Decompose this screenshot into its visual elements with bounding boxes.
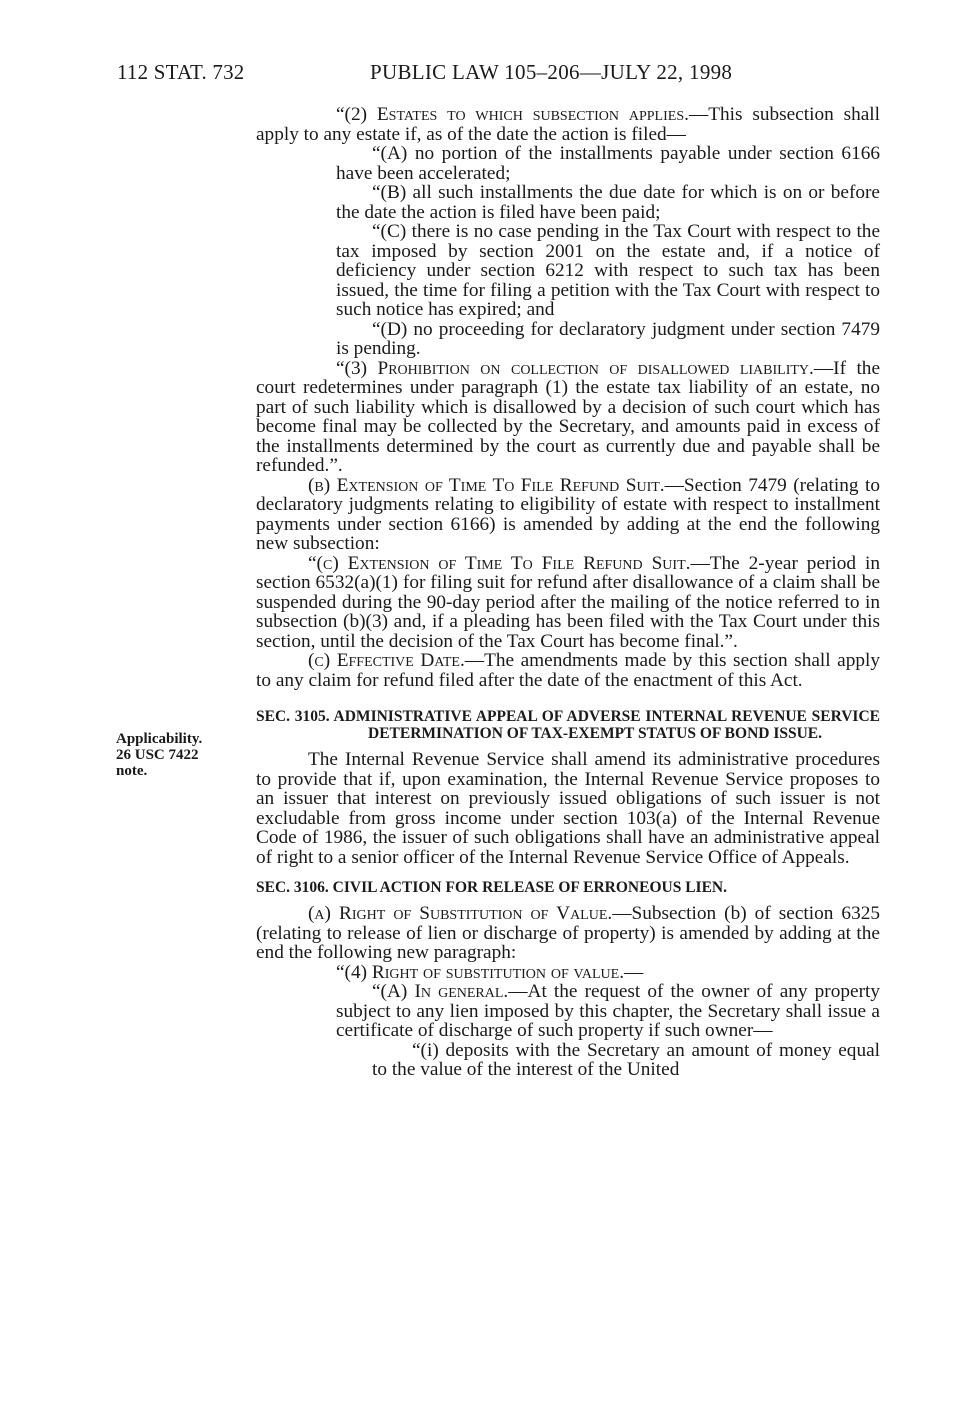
paragraph-text: —If the court redetermines under paragraph (1) the estate tax liability of an estate, no part of such liability which is disallowed by a decision of such court which has become final may be collected by the Secretary, and amounts paid in excess of the installments determined by the court as currently due and payable shall be refunded.”.: [256, 357, 880, 476]
margin-note-line: Applicability.: [116, 731, 203, 747]
subsection-text: —The amendments made by this section shall apply to any claim for refund filed after the date of the enactment of this Act.: [256, 650, 880, 691]
running-header: PUBLIC LAW 105–206—JULY 22, 1998: [370, 60, 733, 84]
subsection-text: —The 2-year period in section 6532(a)(1) for filing suit for refund after disallowance of a claim shall be suspended during the 90-day period after the mailing of the notice referred to in subsection (b)(3) and, if a pleading has been filed with the Tax Court under this section, until the decision of the Tax Court has become final.”.: [256, 552, 880, 652]
subsection-heading: (b) Extension of Time To File Refund Suit.: [308, 474, 665, 496]
paragraph-heading: “(4) Right of substitution of value.—: [336, 961, 644, 983]
subparagraph-a: “(A) no portion of the installments payable under section 6166 have been accelerated;: [336, 143, 880, 184]
paragraph-heading: “(2) Estates to which subsection applies.: [336, 104, 689, 125]
subparagraph-c: “(C) there is no case pending in the Tax Court with respect to the tax imposed by section 2001 on the estate and, if a notice of deficiency under section 6212 with respect to such tax has been issued, the time for filing a petition with the Tax Court with respect to such notice has expired; and: [336, 221, 880, 320]
paragraph-2: [256, 105, 880, 144]
subsection-b: [256, 476, 880, 554]
paragraph-text: —This subsection shall apply to any estate if, as of the date the action is filed—: [256, 104, 880, 145]
margin-note: [116, 731, 202, 779]
document-body: [256, 105, 880, 1080]
subparagraph-text: —At the request of the owner of any property subject to any lien imposed by this chapter, the Secretary shall issue a certificate of discharge of such property if such owner—: [336, 981, 880, 1041]
section-3105-title: SEC. 3105. ADMINISTRATIVE APPEAL OF ADVERSE INTERNAL REVENUE SERVICE DETERMINATION OF TAX-EXEMPT STATUS OF BOND ISSUE.: [256, 708, 880, 742]
subparagraph-d: “(D) no proceeding for declaratory judgment under section 7479 is pending.: [336, 318, 880, 359]
subsection-heading: “(c) Extension of Time To File Refund Suit.: [308, 552, 691, 574]
subsection-text: —Section 7479 (relating to declaratory judgments relating to eligibility of estate with respect to installment payments under section 6166) is amended by adding at the end the following new subsection:: [256, 474, 881, 554]
subparagraph-b: “(B) all such installments the due date for which is on or before the date the action is filed have been paid;: [336, 182, 880, 223]
subsection-heading: (c) Effective Date.: [308, 650, 465, 671]
paragraph-3: [256, 359, 880, 476]
paragraph-heading: “(3) Prohibition on collection of disallowed liability.: [336, 357, 814, 379]
subsection-a: [256, 904, 880, 963]
clause-i: “(i) deposits with the Secretary an amount of money equal to the value of the interest of the United: [372, 1039, 880, 1080]
page-reference: 112 STAT. 732: [117, 60, 245, 84]
new-subsection-c: [256, 554, 880, 652]
section-3106-title: SEC. 3106. CIVIL ACTION FOR RELEASE OF ERRONEOUS LIEN.: [256, 879, 727, 896]
margin-note-line: 26 USC 7422: [116, 747, 199, 763]
subparagraph-a-general: [256, 982, 880, 1041]
subsection-heading: (a) Right of Substitution of Value.: [308, 903, 613, 924]
subparagraph-heading: “(A) In general.: [372, 981, 509, 1002]
margin-note-line: note.: [116, 763, 148, 779]
effective-date: [256, 651, 880, 690]
paragraph-4: [256, 963, 880, 983]
subsection-text: —Subsection (b) of section 6325 (relating to release of lien or discharge of property) is amended by adding at the end the following new paragraph:: [256, 903, 880, 963]
section-3105-text: The Internal Revenue Service shall amend its administrative procedures to provide that if, upon examination, the Internal Revenue Service proposes to an issuer that interest on previously issued obligations of such issuer is not excludable from gross income under section 103(a) of the Internal Revenue Code of 1986, the issuer of such obligations shall have an administrative appeal of right to a senior officer of the Internal Revenue Service Office of Appeals.: [256, 749, 880, 868]
